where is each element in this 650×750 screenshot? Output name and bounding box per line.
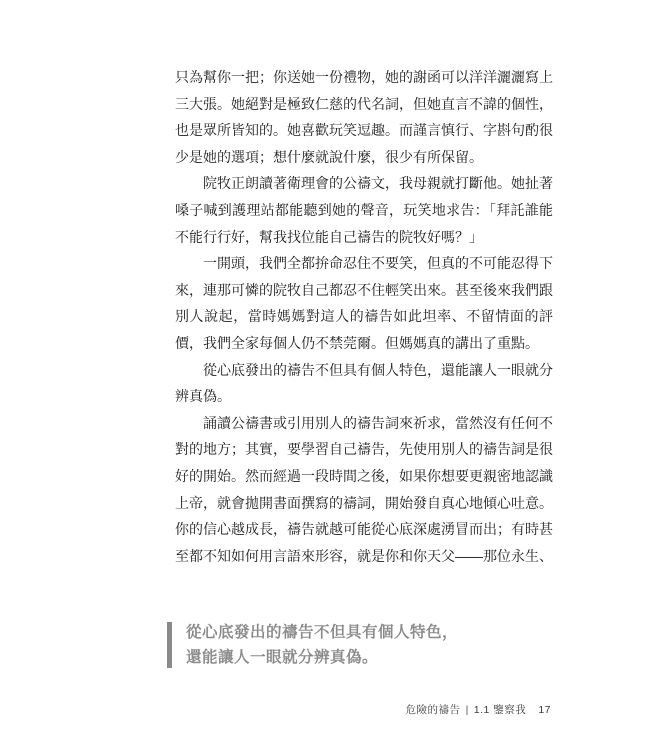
quote-line-2: 還能讓人一眼就分辨真偽。 <box>186 649 379 666</box>
footer-page-number: 17 <box>538 704 551 716</box>
footer-book-title: 危險的禱告 <box>405 704 461 716</box>
body-text <box>175 64 553 569</box>
paragraph: 從心底發出的禱告不但具有個人特色，還能讓人一眼就分辨真偽。 <box>175 361 553 405</box>
paragraph: 只為幫你一把；你送她一份禮物，她的謝函可以洋洋灑灑寫上三大張。她絕對是極致仁慈的代名詞，但她直言不諱的個性，也是眾所皆知的。她喜歡玩笑逗趣。而謹言慎行、字斟句酌很少是她的選項；想什麼就說什麼，很少有所保留。 <box>175 69 553 165</box>
paragraph: 一開頭，我們全都拚命忍住不要笑，但真的不可能忍得下來，連那可憐的院牧自己都忍不住輕笑出來。甚至後來我們跟別人說起，當時媽媽對這人的禱告如此坦率、不留情面的評價，我們全家每個人仍不禁莞爾。但媽媽真的講出了重點。 <box>175 255 553 351</box>
quote-text <box>172 620 458 670</box>
footer-chapter: 1.1 鑒察我 <box>473 704 527 716</box>
quote-line-1: 從心底發出的禱告不但具有個人特色， <box>186 624 459 641</box>
paragraph: 院牧正朗讀著衛理會的公禱文，我母親就打斷他。她扯著嗓子喊到護理站都能聽到她的聲音，玩笑地求告：「拜託誰能不能行行好，幫我找位能自己禱告的院牧好嗎？」 <box>175 175 553 245</box>
footer-separator: | <box>465 704 469 716</box>
paragraph: 誦讀公禱書或引用別人的禱告詞來祈求，當然沒有任何不對的地方；其實，要學習自己禱告，先使用別人的禱告詞是很好的開始。然而經過一段時間之後，如果你想要更親密地認識上帝，就會拋開書面撰寫的禱詞，開始發自真心地傾心吐意。你的信心越成長，禱告就越可能從心底深處湧冒而出；有時甚至都不知如何用言語來形容，就是你和你天父——那位永生、 <box>175 414 553 564</box>
pull-quote <box>167 620 458 670</box>
footer <box>175 702 551 717</box>
